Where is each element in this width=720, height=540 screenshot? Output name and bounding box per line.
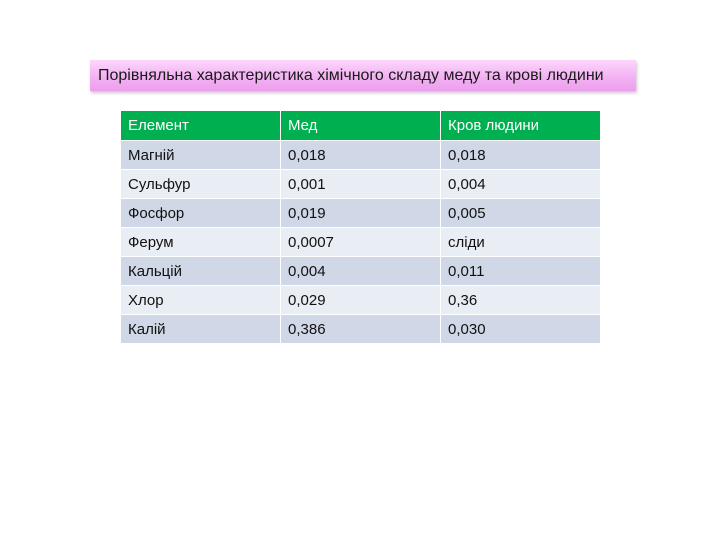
table-row: [121, 170, 601, 199]
table-header-row: [121, 111, 601, 141]
cell-blood: 0,030: [441, 315, 601, 344]
cell-blood: 0,018: [441, 141, 601, 170]
cell-blood: 0,004: [441, 170, 601, 199]
cell-element: Ферум: [121, 228, 281, 257]
cell-blood: 0,36: [441, 286, 601, 315]
cell-blood: 0,011: [441, 257, 601, 286]
cell-element: Кальцій: [121, 257, 281, 286]
cell-element: Калій: [121, 315, 281, 344]
title-banner: [90, 60, 636, 91]
table-row: [121, 286, 601, 315]
cell-element: Сульфур: [121, 170, 281, 199]
composition-table: [120, 110, 601, 344]
cell-honey: 0,0007: [281, 228, 441, 257]
cell-honey: 0,004: [281, 257, 441, 286]
cell-element: Хлор: [121, 286, 281, 315]
table-row: [121, 199, 601, 228]
table-row: [121, 315, 601, 344]
cell-honey: 0,029: [281, 286, 441, 315]
table-row: [121, 257, 601, 286]
header-human-blood: Кров людини: [441, 111, 601, 141]
cell-honey: 0,001: [281, 170, 441, 199]
header-element: Елемент: [121, 111, 281, 141]
table-row: [121, 141, 601, 170]
cell-honey: 0,018: [281, 141, 441, 170]
cell-honey: 0,019: [281, 199, 441, 228]
page-title: Порівняльна характеристика хімічного складу меду та крові людини: [98, 66, 604, 84]
cell-blood: 0,005: [441, 199, 601, 228]
cell-honey: 0,386: [281, 315, 441, 344]
cell-blood: сліди: [441, 228, 601, 257]
table-row: [121, 228, 601, 257]
cell-element: Фосфор: [121, 199, 281, 228]
header-honey: Мед: [281, 111, 441, 141]
cell-element: Магній: [121, 141, 281, 170]
